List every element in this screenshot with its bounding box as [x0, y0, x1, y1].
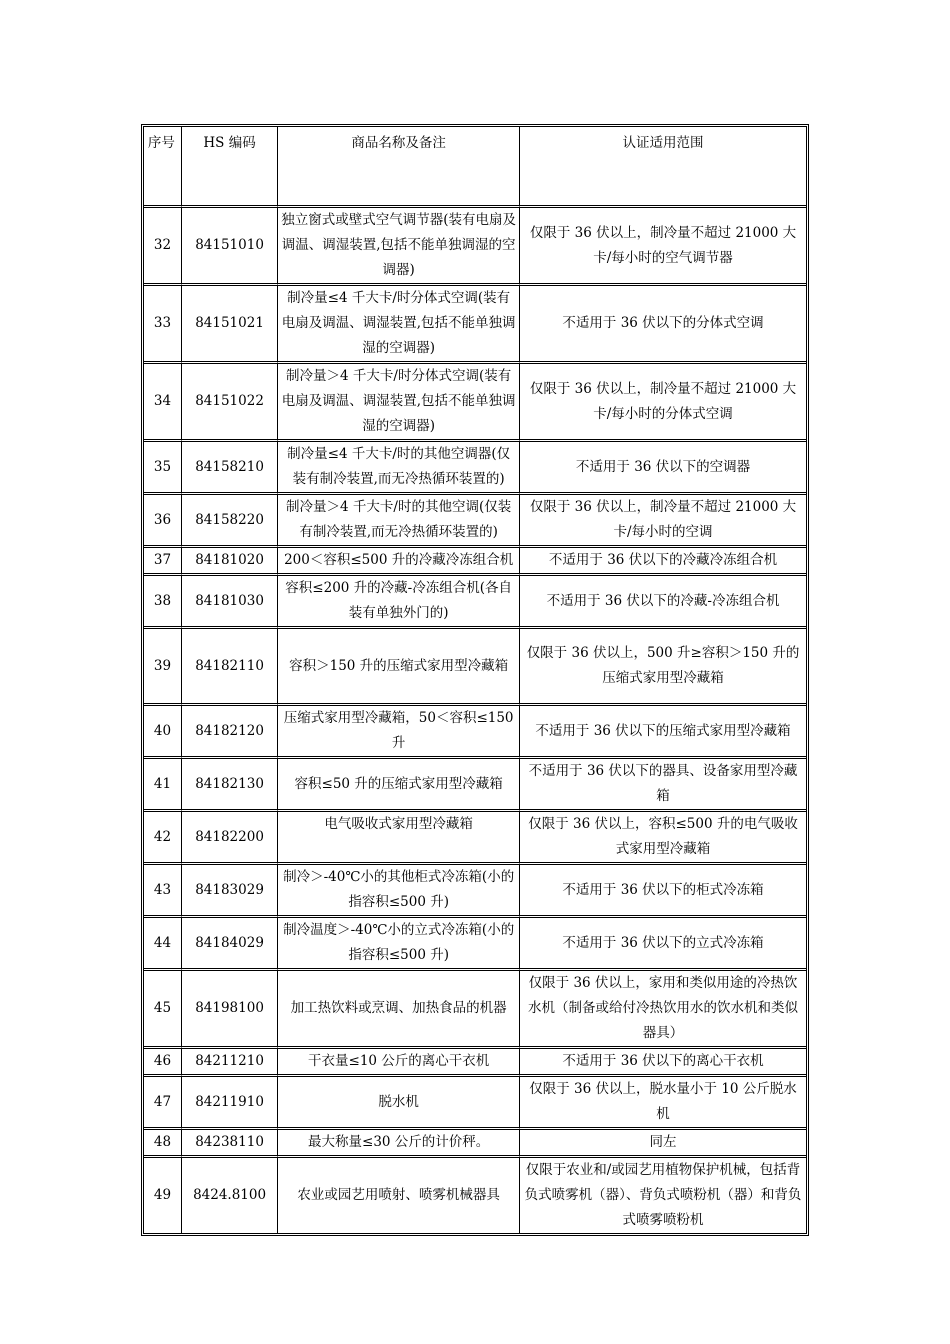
cell-hs-code: 84158220 [182, 495, 278, 548]
cell-seq: 41 [144, 759, 182, 812]
cell-product-name: 独立窗式或壁式空气调节器(装有电扇及调温、调湿装置,包括不能单独调湿的空调器) [278, 208, 520, 286]
table-row [144, 1130, 806, 1158]
cell-scope: 不适用于 36 伏以下的柜式冷冻箱 [520, 865, 806, 918]
cell-hs-code: 84198100 [182, 971, 278, 1049]
cell-product-name: 制冷量≤4 千大卡/时的其他空调器(仅装有制冷装置,而无冷热循环装置的) [278, 442, 520, 495]
cell-seq: 33 [144, 286, 182, 364]
cell-seq: 45 [144, 971, 182, 1049]
cell-seq: 32 [144, 208, 182, 286]
cell-hs-code: 8424.8100 [182, 1158, 278, 1233]
cell-product-name: 农业或园艺用喷射、喷雾机械器具 [278, 1158, 520, 1233]
cell-product-name: 制冷量＞4 千大卡/时分体式空调(装有电扇及调温、调湿装置,包括不能单独调湿的空调器) [278, 364, 520, 442]
cell-product-name: 干衣量≤10 公斤的离心干衣机 [278, 1049, 520, 1077]
cell-scope: 仅限于 36 伏以上，容积≤500 升的电气吸收式家用型冷藏箱 [520, 812, 806, 865]
cell-seq: 34 [144, 364, 182, 442]
table-row [144, 1049, 806, 1077]
cell-scope: 不适用于 36 伏以下的离心干衣机 [520, 1049, 806, 1077]
table-row [144, 1077, 806, 1130]
table-header-row [144, 127, 806, 208]
cell-scope: 不适用于 36 伏以下的压缩式家用型冷藏箱 [520, 706, 806, 759]
cell-hs-code: 84211910 [182, 1077, 278, 1130]
cell-seq: 40 [144, 706, 182, 759]
cell-scope: 不适用于 36 伏以下的空调器 [520, 442, 806, 495]
certification-scope-table [144, 127, 806, 1233]
cell-scope: 不适用于 36 伏以下的冷藏-冷冻组合机 [520, 576, 806, 629]
cell-product-name: 制冷量≤4 千大卡/时分体式空调(装有电扇及调温、调湿装置,包括不能单独调湿的空调器) [278, 286, 520, 364]
cell-hs-code: 84238110 [182, 1130, 278, 1158]
cell-hs-code: 84184029 [182, 918, 278, 971]
table-row [144, 364, 806, 442]
cell-scope: 仅限于 36 伏以上，制冷量不超过 21000 大卡/每小时的分体式空调 [520, 364, 806, 442]
cell-hs-code: 84182200 [182, 812, 278, 865]
certification-table-frame [141, 124, 809, 1236]
cell-product-name: 制冷温度＞-40℃小的立式冷冻箱(小的指容积≤500 升) [278, 918, 520, 971]
cell-seq: 44 [144, 918, 182, 971]
cell-scope: 仅限于农业和/或园艺用植物保护机械，包括背负式喷雾机（器）、背负式喷粉机（器）和背负式喷雾喷粉机 [524, 1162, 802, 1228]
cell-product-name: 容积＞150 升的压缩式家用型冷藏箱 [278, 629, 520, 706]
table-row [144, 918, 806, 971]
cell-product-name: 容积≤200 升的冷藏-冷冻组合机(各自装有单独外门的) [278, 576, 520, 629]
cell-hs-code: 84182120 [182, 706, 278, 759]
cell-scope: 不适用于 36 伏以下的器具、设备家用型冷藏箱 [520, 759, 806, 812]
header-hs-code: HS 编码 [182, 127, 278, 208]
cell-hs-code: 84151010 [182, 208, 278, 286]
cell-scope: 仅限于 36 伏以上，家用和类似用途的冷热饮水机（制备或给付冷热饮用水的饮水机和类似器具） [520, 971, 806, 1049]
cell-seq: 36 [144, 495, 182, 548]
header-seq: 序号 [144, 127, 182, 208]
table-row [144, 576, 806, 629]
table-row [144, 548, 806, 576]
cell-product-name: 最大称量≤30 公斤的计价秤。 [278, 1130, 520, 1158]
cell-product-name: 制冷量＞4 千大卡/时的其他空调(仅装有制冷装置,而无冷热循环装置的) [278, 495, 520, 548]
cell-product-name: 200＜容积≤500 升的冷藏冷冻组合机 [278, 548, 520, 576]
cell-product-name: 容积≤50 升的压缩式家用型冷藏箱 [278, 759, 520, 812]
cell-product-name: 压缩式家用型冷藏箱，50＜容积≤150 升 [278, 706, 520, 759]
cell-hs-code: 84181020 [182, 548, 278, 576]
cell-scope: 仅限于 36 伏以上，制冷量不超过 21000 大卡/每小时的空气调节器 [520, 208, 806, 286]
cell-scope: 不适用于 36 伏以下的分体式空调 [520, 286, 806, 364]
cell-seq: 46 [144, 1049, 182, 1077]
cell-scope: 不适用于 36 伏以下的立式冷冻箱 [520, 918, 806, 971]
table-row [144, 706, 806, 759]
cell-product-name: 制冷＞-40℃小的其他柜式冷冻箱(小的指容积≤500 升) [278, 865, 520, 918]
cell-seq: 49 [144, 1158, 182, 1233]
cell-scope: 不适用于 36 伏以下的冷藏冷冻组合机 [520, 548, 806, 576]
cell-scope: 仅限于 36 伏以上，脱水量小于 10 公斤脱水机 [520, 1077, 806, 1130]
cell-hs-code: 84211210 [182, 1049, 278, 1077]
cell-seq: 47 [144, 1077, 182, 1130]
cell-hs-code: 84182130 [182, 759, 278, 812]
cell-seq: 43 [144, 865, 182, 918]
cell-scope: 仅限于 36 伏以上，制冷量不超过 21000 大卡/每小时的空调 [520, 495, 806, 548]
cell-product-name: 脱水机 [278, 1077, 520, 1130]
cell-seq: 35 [144, 442, 182, 495]
cell-hs-code: 84181030 [182, 576, 278, 629]
table-row [144, 442, 806, 495]
table-row [144, 865, 806, 918]
cell-hs-code: 84183029 [182, 865, 278, 918]
cell-scope: 同左 [520, 1130, 806, 1158]
header-scope: 认证适用范围 [520, 127, 806, 208]
cell-product-name: 加工热饮料或烹调、加热食品的机器 [278, 971, 520, 1049]
cell-seq: 42 [144, 812, 182, 865]
table-row [144, 629, 806, 706]
cell-seq: 39 [144, 629, 182, 706]
header-product-name: 商品名称及备注 [278, 127, 520, 208]
table-row [144, 1158, 806, 1233]
table-row [144, 286, 806, 364]
cell-scope: 仅限于 36 伏以上，500 升≥容积＞150 升的压缩式家用型冷藏箱 [520, 629, 806, 706]
table-row [144, 495, 806, 548]
table-row [144, 208, 806, 286]
table-row [144, 812, 806, 865]
cell-hs-code: 84151022 [182, 364, 278, 442]
table-row [144, 971, 806, 1049]
table-row [144, 759, 806, 812]
cell-seq: 48 [144, 1130, 182, 1158]
cell-hs-code: 84158210 [182, 442, 278, 495]
cell-product-name: 电气吸收式家用型冷藏箱 [278, 812, 520, 865]
cell-hs-code: 84151021 [182, 286, 278, 364]
cell-hs-code: 84182110 [182, 629, 278, 706]
cell-seq: 37 [144, 548, 182, 576]
cell-seq: 38 [144, 576, 182, 629]
